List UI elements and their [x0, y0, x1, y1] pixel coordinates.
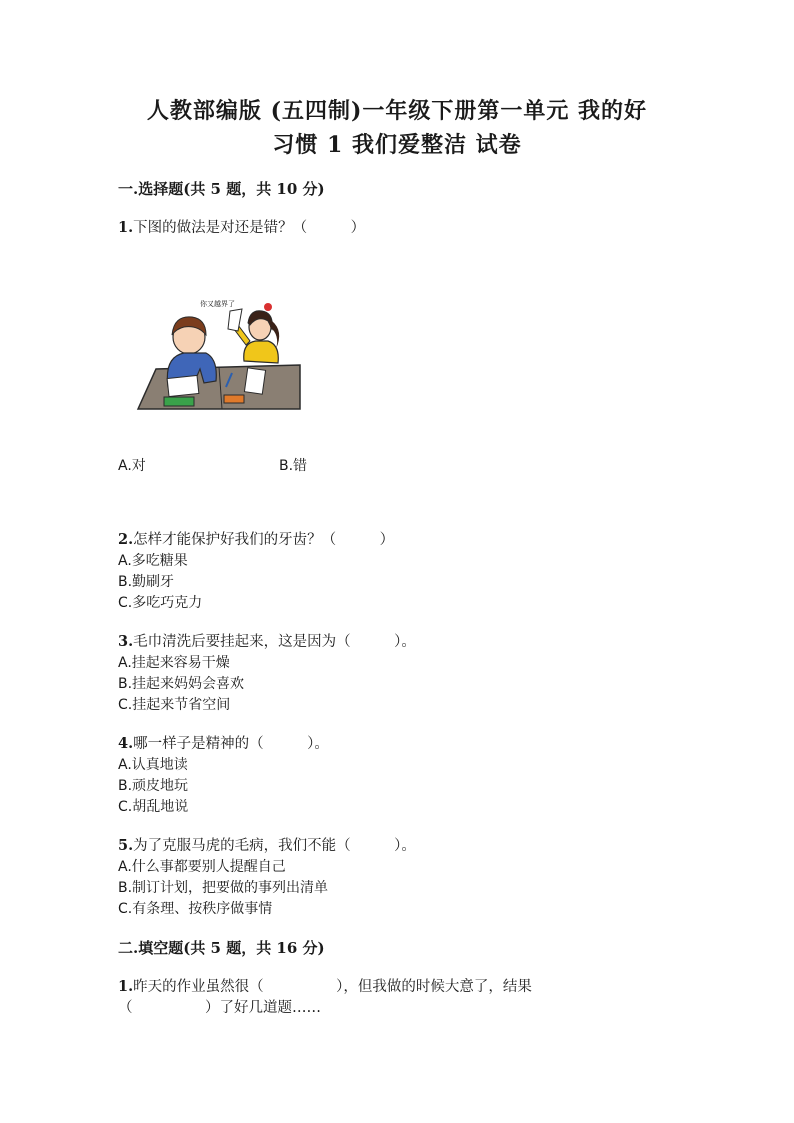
question-2-option-a: A.多吃糖果: [118, 553, 188, 569]
fill-question-1-continued: （ ）了好几道题……: [118, 1000, 321, 1016]
question-number: 1.: [118, 978, 134, 995]
question-3-option-b: B.挂起来妈妈会喜欢: [118, 676, 245, 692]
question-text: 下图的做法是对还是错？（ ）: [133, 220, 366, 236]
question-5-option-c: C.有条理、按秩序做事情: [118, 901, 273, 917]
question-text: 哪一样子是精神的（ ）。: [133, 736, 329, 752]
question-number: 1.: [118, 219, 134, 236]
question-4-option-a: A.认真地读: [118, 757, 188, 773]
question-1-option-b: B.错: [279, 458, 308, 474]
question-number: 4.: [118, 735, 134, 752]
question-text: 为了克服马虎的毛病，我们不能（ ）。: [133, 838, 416, 854]
question-2-option-b: B.勤刷牙: [118, 574, 175, 590]
question-1-option-a: A.对: [118, 458, 146, 474]
question-text: 怎样才能保护好我们的牙齿？（ ）: [133, 532, 395, 548]
question-5: [118, 836, 416, 856]
question-1-illustration: [134, 291, 304, 415]
question-number: 5.: [118, 837, 134, 854]
question-text: 毛巾清洗后要挂起来，这是因为（ ）。: [133, 634, 416, 650]
section-heading-choice: 一.选择题(共 5 题，共 10 分): [118, 180, 325, 198]
exam-title-line-1: 人教部编版 (五四制)一年级下册第一单元 我的好: [146, 98, 648, 124]
question-2: [118, 530, 394, 550]
question-5-option-a: A.什么事都要别人提醒自己: [118, 859, 286, 875]
question-2-option-c: C.多吃巧克力: [118, 595, 203, 611]
question-4-option-b: B.顽皮地玩: [118, 778, 189, 794]
question-1: [118, 218, 365, 238]
section-heading-fill-in: 二.填空题(共 5 题，共 16 分): [118, 939, 325, 957]
question-text: 昨天的作业虽然很（ ），但我做的时候大意了，结果: [133, 979, 532, 995]
question-number: 2.: [118, 531, 134, 548]
question-3: [118, 632, 416, 652]
exam-title-line-2: 习惯 1 我们爱整洁 试卷: [272, 132, 522, 158]
question-3-option-a: A.挂起来容易干燥: [118, 655, 230, 671]
question-4: [118, 734, 329, 754]
fill-question-1: [118, 977, 532, 997]
question-5-option-b: B.制订计划，把要做的事列出清单: [118, 880, 329, 896]
question-number: 3.: [118, 633, 134, 650]
question-3-option-c: C.挂起来节省空间: [118, 697, 231, 713]
question-4-option-c: C.胡乱地说: [118, 799, 189, 815]
illustration-caption: 你又越界了: [200, 300, 235, 308]
